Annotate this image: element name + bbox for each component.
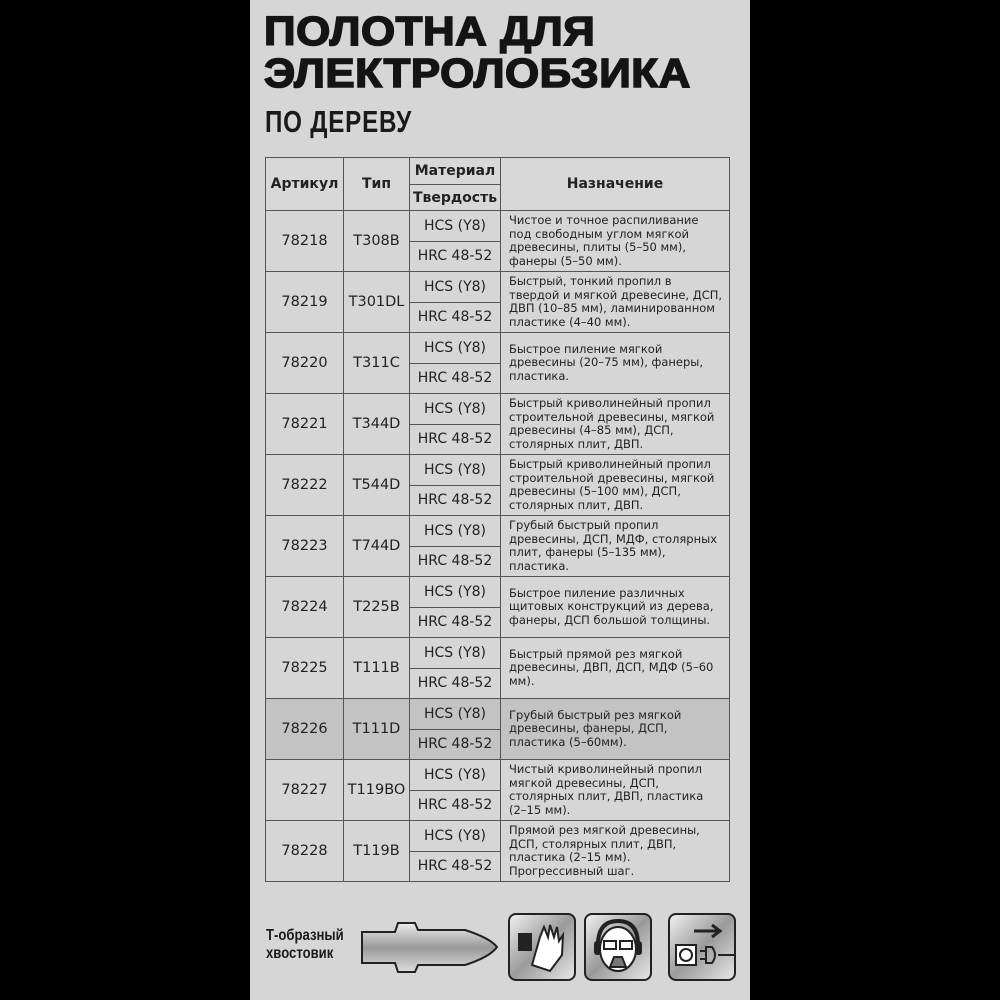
article-cell: 78224 <box>266 577 344 638</box>
material-cell: HCS (Y8) <box>410 699 501 730</box>
article-cell: 78225 <box>266 638 344 699</box>
purpose-cell: Быстрый криволинейный пропил строительной древесины, мягкой древесины (5–100 мм), ДСП, столярных плит, ДВП. <box>501 455 730 516</box>
header-purpose: Назначение <box>501 158 730 211</box>
table-row <box>266 577 730 608</box>
hardness-cell: HRC 48-52 <box>410 363 501 394</box>
gloves-icon <box>508 913 576 981</box>
shank-label-line-2: хвостовик <box>266 945 334 962</box>
footer <box>250 905 750 1000</box>
page-title <box>264 10 691 94</box>
header-material: Материал <box>410 158 501 185</box>
shank-label <box>266 927 344 963</box>
table-row <box>266 699 730 730</box>
page-subtitle: ПО ДЕРЕВУ <box>265 104 413 139</box>
type-cell: T119B <box>344 821 410 882</box>
material-cell: HCS (Y8) <box>410 272 501 303</box>
table-row <box>266 821 730 852</box>
purpose-cell: Быстрый прямой рез мягкой древесины, ДВП, ДСП, МДФ (5–60 мм). <box>501 638 730 699</box>
type-cell: T308B <box>344 211 410 272</box>
type-cell: T744D <box>344 516 410 577</box>
table-row <box>266 394 730 425</box>
purpose-cell: Прямой рез мягкой древесины, ДСП, столярных плит, ДВП, пластика (2–15 мм). Прогрессивный шаг. <box>501 821 730 882</box>
material-cell: HCS (Y8) <box>410 455 501 486</box>
blades-table <box>265 157 730 882</box>
table-row <box>266 760 730 791</box>
article-cell: 78218 <box>266 211 344 272</box>
purpose-cell: Грубый быстрый рез мягкой древесины, фанеры, ДСП, пластика (5–60мм). <box>501 699 730 760</box>
table-row <box>266 455 730 486</box>
material-cell: HCS (Y8) <box>410 821 501 852</box>
type-cell: T301DL <box>344 272 410 333</box>
type-cell: T311C <box>344 333 410 394</box>
purpose-cell: Чистое и точное распиливание под свободным углом мягкой древесины, плиты (5–50 мм), фанеры (5–50 мм). <box>501 211 730 272</box>
hardness-cell: HRC 48-52 <box>410 485 501 516</box>
purpose-cell: Быстрое пиление различных щитовых конструкций из дерева, фанеры, ДСП большой толщины. <box>501 577 730 638</box>
article-cell: 78223 <box>266 516 344 577</box>
article-cell: 78220 <box>266 333 344 394</box>
hardness-cell: HRC 48-52 <box>410 302 501 333</box>
hardness-cell: HRC 48-52 <box>410 607 501 638</box>
table-row <box>266 272 730 303</box>
face-protection-icon <box>584 913 652 981</box>
hardness-cell: HRC 48-52 <box>410 241 501 272</box>
article-cell: 78222 <box>266 455 344 516</box>
article-cell: 78227 <box>266 760 344 821</box>
material-cell: HCS (Y8) <box>410 211 501 242</box>
type-cell: T544D <box>344 455 410 516</box>
type-cell: T225B <box>344 577 410 638</box>
purpose-cell: Грубый быстрый пропил древесины, ДСП, МДФ, столярных плит, фанеры (5–135 мм), пластика. <box>501 516 730 577</box>
product-label-panel <box>250 0 750 1000</box>
purpose-cell: Быстрое пиление мягкой древесины (20–75 мм), фанеры, пластика. <box>501 333 730 394</box>
purpose-cell: Чистый криволинейный пропил мягкой древесины, ДСП, столярных плит, ДВП, пластика (2–15 мм). <box>501 760 730 821</box>
article-cell: 78219 <box>266 272 344 333</box>
material-cell: HCS (Y8) <box>410 333 501 364</box>
hardness-cell: HRC 48-52 <box>410 668 501 699</box>
t-shank-blade-icon <box>360 920 500 975</box>
type-cell: T344D <box>344 394 410 455</box>
material-cell: HCS (Y8) <box>410 638 501 669</box>
type-cell: T111B <box>344 638 410 699</box>
table-row <box>266 333 730 364</box>
header-article: Артикул <box>266 158 344 211</box>
hardness-cell: HRC 48-52 <box>410 851 501 882</box>
purpose-cell: Быстрый криволинейный пропил строительной древесины, мягкой древесины (4–85 мм), ДСП, столярных плит, ДВП. <box>501 394 730 455</box>
material-cell: HCS (Y8) <box>410 516 501 547</box>
shank-label-line-1: Т-образный <box>266 927 344 944</box>
hardness-cell: HRC 48-52 <box>410 546 501 577</box>
table-row <box>266 211 730 242</box>
title-line-1: ПОЛОТНА ДЛЯ <box>264 8 596 54</box>
type-cell: T111D <box>344 699 410 760</box>
purpose-cell: Быстрый, тонкий пропил в твердой и мягкой древесине, ДСП, ДВП (10–85 мм), ламинированном пластике (4–40 мм). <box>501 272 730 333</box>
title-line-2: ЭЛЕКТРОЛОБЗИКА <box>264 50 691 96</box>
article-cell: 78221 <box>266 394 344 455</box>
header-hardness: Твердость <box>410 185 501 211</box>
header-type: Тип <box>344 158 410 211</box>
hardness-cell: HRC 48-52 <box>410 729 501 760</box>
article-cell: 78228 <box>266 821 344 882</box>
material-cell: HCS (Y8) <box>410 577 501 608</box>
unplug-icon <box>668 913 736 981</box>
hardness-cell: HRC 48-52 <box>410 790 501 821</box>
table-row <box>266 516 730 547</box>
type-cell: T119BO <box>344 760 410 821</box>
material-cell: HCS (Y8) <box>410 394 501 425</box>
material-cell: HCS (Y8) <box>410 760 501 791</box>
hardness-cell: HRC 48-52 <box>410 424 501 455</box>
table-row <box>266 638 730 669</box>
article-cell: 78226 <box>266 699 344 760</box>
